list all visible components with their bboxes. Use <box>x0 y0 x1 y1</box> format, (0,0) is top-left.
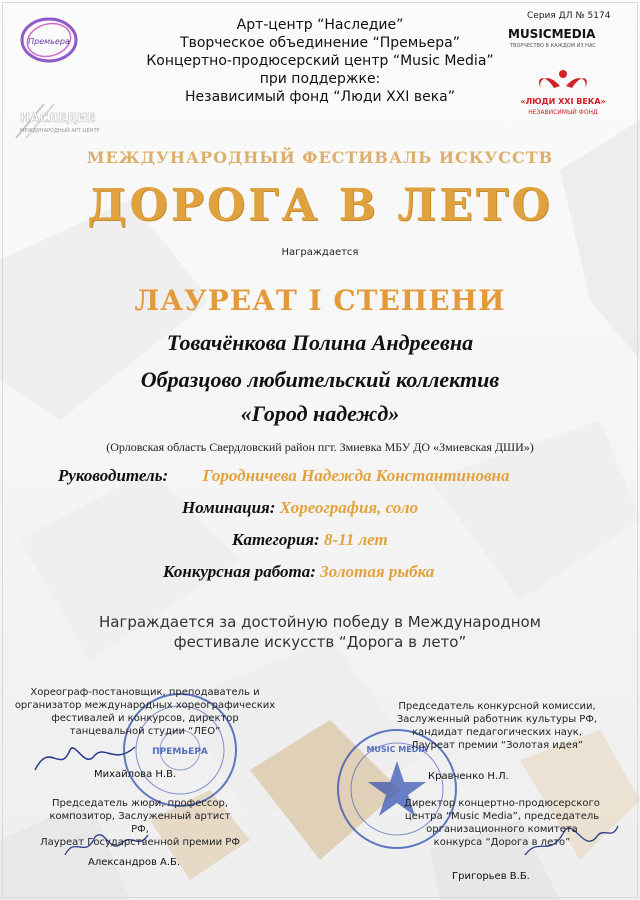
recipient-name: Товачёнкова Полина Андреевна <box>166 330 474 355</box>
recipient-location: (Орловская область Свердловский район пгт. Змиевка МБУ ДО «Змиевская ДШИ») <box>106 440 534 454</box>
organizer-line: Независимый фонд “Люди XXI века” <box>185 89 455 105</box>
awarded-label: Награждается <box>281 247 359 258</box>
nomination-row <box>182 498 418 518</box>
musicmedia-logo-text: MUSICMEDIA <box>508 27 596 41</box>
festival-heading: МЕЖДУНАРОДНЫЙ ФЕСТИВАЛЬ ИСКУССТВ <box>86 148 554 167</box>
signature-line: организатор международных хореографических <box>14 700 276 711</box>
nasledie-logo-text: НАСЛЕДИЕ <box>20 111 96 125</box>
lyudi-logo-subtext: НЕЗАВИСИМЫЙ ФОНД <box>528 109 598 116</box>
signature-line: Заслуженный работник культуры РФ, <box>396 714 598 725</box>
signatory-name-jury: Александров А.Б. <box>88 857 181 868</box>
work-row <box>163 562 434 582</box>
signature-line: Директор концертно-продюсерского <box>404 798 600 809</box>
signature-line: танцевальной студии “ЛЕО” <box>69 726 221 737</box>
nasledie-logo <box>14 100 104 140</box>
musicmedia-logo-subtext: ТВОРЧЕСТВО В КАЖДОМ ИЗ НАС <box>510 43 596 49</box>
nomination-value: Хореография, соло <box>279 498 419 517</box>
signature-line: Председатель конкурсной комиссии, <box>398 701 596 712</box>
lyudi-fund-logo <box>514 62 626 120</box>
organizers-block <box>110 16 530 106</box>
series-number: Серия ДЛ № 5174 <box>527 11 611 21</box>
lyudi-logo-text: «ЛЮДИ XXI ВЕКА» <box>520 97 606 106</box>
statement-line: фестивале искусств “Дорога в лето” <box>173 633 467 651</box>
signatory-name-left: Михайлова Н.В. <box>94 769 177 780</box>
signature-line: Председатель жюри, профессор, <box>51 798 229 809</box>
signature-line: кандидат педагогических наук, <box>411 727 583 738</box>
statement-line: Награждается за достойную победу в Международном <box>98 613 541 631</box>
signature-line: центра “Music Media”, председатель <box>404 811 600 822</box>
organizer-line: Арт-центр “Наследие” <box>236 17 404 33</box>
left-stamp-text: ПРЕМЬЕРА <box>152 747 208 757</box>
signature-line: фестивалей и конкурсов, директор <box>51 713 239 724</box>
leader-label: Руководитель: <box>58 466 169 485</box>
organizer-line: Концертно-продюсерский центр “Music Media” <box>146 53 494 69</box>
premiera-logo <box>18 14 80 66</box>
signatory-name-director: Григорьев В.Б. <box>452 871 530 882</box>
nasledie-logo-subtext: МЕЖДУНАРОДНЫЙ АРТ-ЦЕНТР <box>20 128 100 134</box>
leader-row <box>58 466 509 486</box>
signature-line: Хореограф-постановщик, преподаватель и <box>30 687 260 698</box>
work-label: Конкурсная работа: <box>163 562 316 581</box>
organizer-line: Творческое объединение “Премьера” <box>180 35 460 51</box>
signature-line: организационного комитета <box>426 824 578 835</box>
signature-line: Лауреат Государственной премии РФ <box>40 837 240 848</box>
leader-value: Городничева Надежда Константиновна <box>202 466 510 485</box>
festival-title: ДОРОГА В ЛЕТО <box>87 180 553 231</box>
signature-block-director <box>392 797 612 849</box>
signature-line: композитор, Заслуженный артист РФ, <box>49 811 231 835</box>
signature-block-jury <box>40 797 240 849</box>
category-value: 8-11 лет <box>323 530 388 549</box>
nomination-label: Номинация: <box>182 498 276 517</box>
signature-line: Лауреат премии “Золотая идея” <box>410 740 584 751</box>
right-stamp-text: MUSIC MEDIA <box>366 745 428 754</box>
signature-line: конкурса “Дорога в лето” <box>433 837 571 848</box>
collective-name-line1: Образцово любительский коллектив <box>140 367 500 392</box>
category-label: Категория: <box>232 530 320 549</box>
signature-block-right <box>372 700 622 752</box>
award-statement <box>60 612 580 652</box>
category-row <box>232 530 388 550</box>
signature-block-left <box>10 686 280 738</box>
premiera-logo-text: Премьера <box>28 37 70 46</box>
signatory-name-right: Кравченко Н.Л. <box>428 771 509 782</box>
collective-name-line2: «Город надежд» <box>240 401 400 426</box>
laureate-degree: ЛАУРЕАТ I СТЕПЕНИ <box>134 284 506 317</box>
work-value: Золотая рыбка <box>320 562 435 581</box>
organizer-line: при поддержке: <box>259 71 381 87</box>
